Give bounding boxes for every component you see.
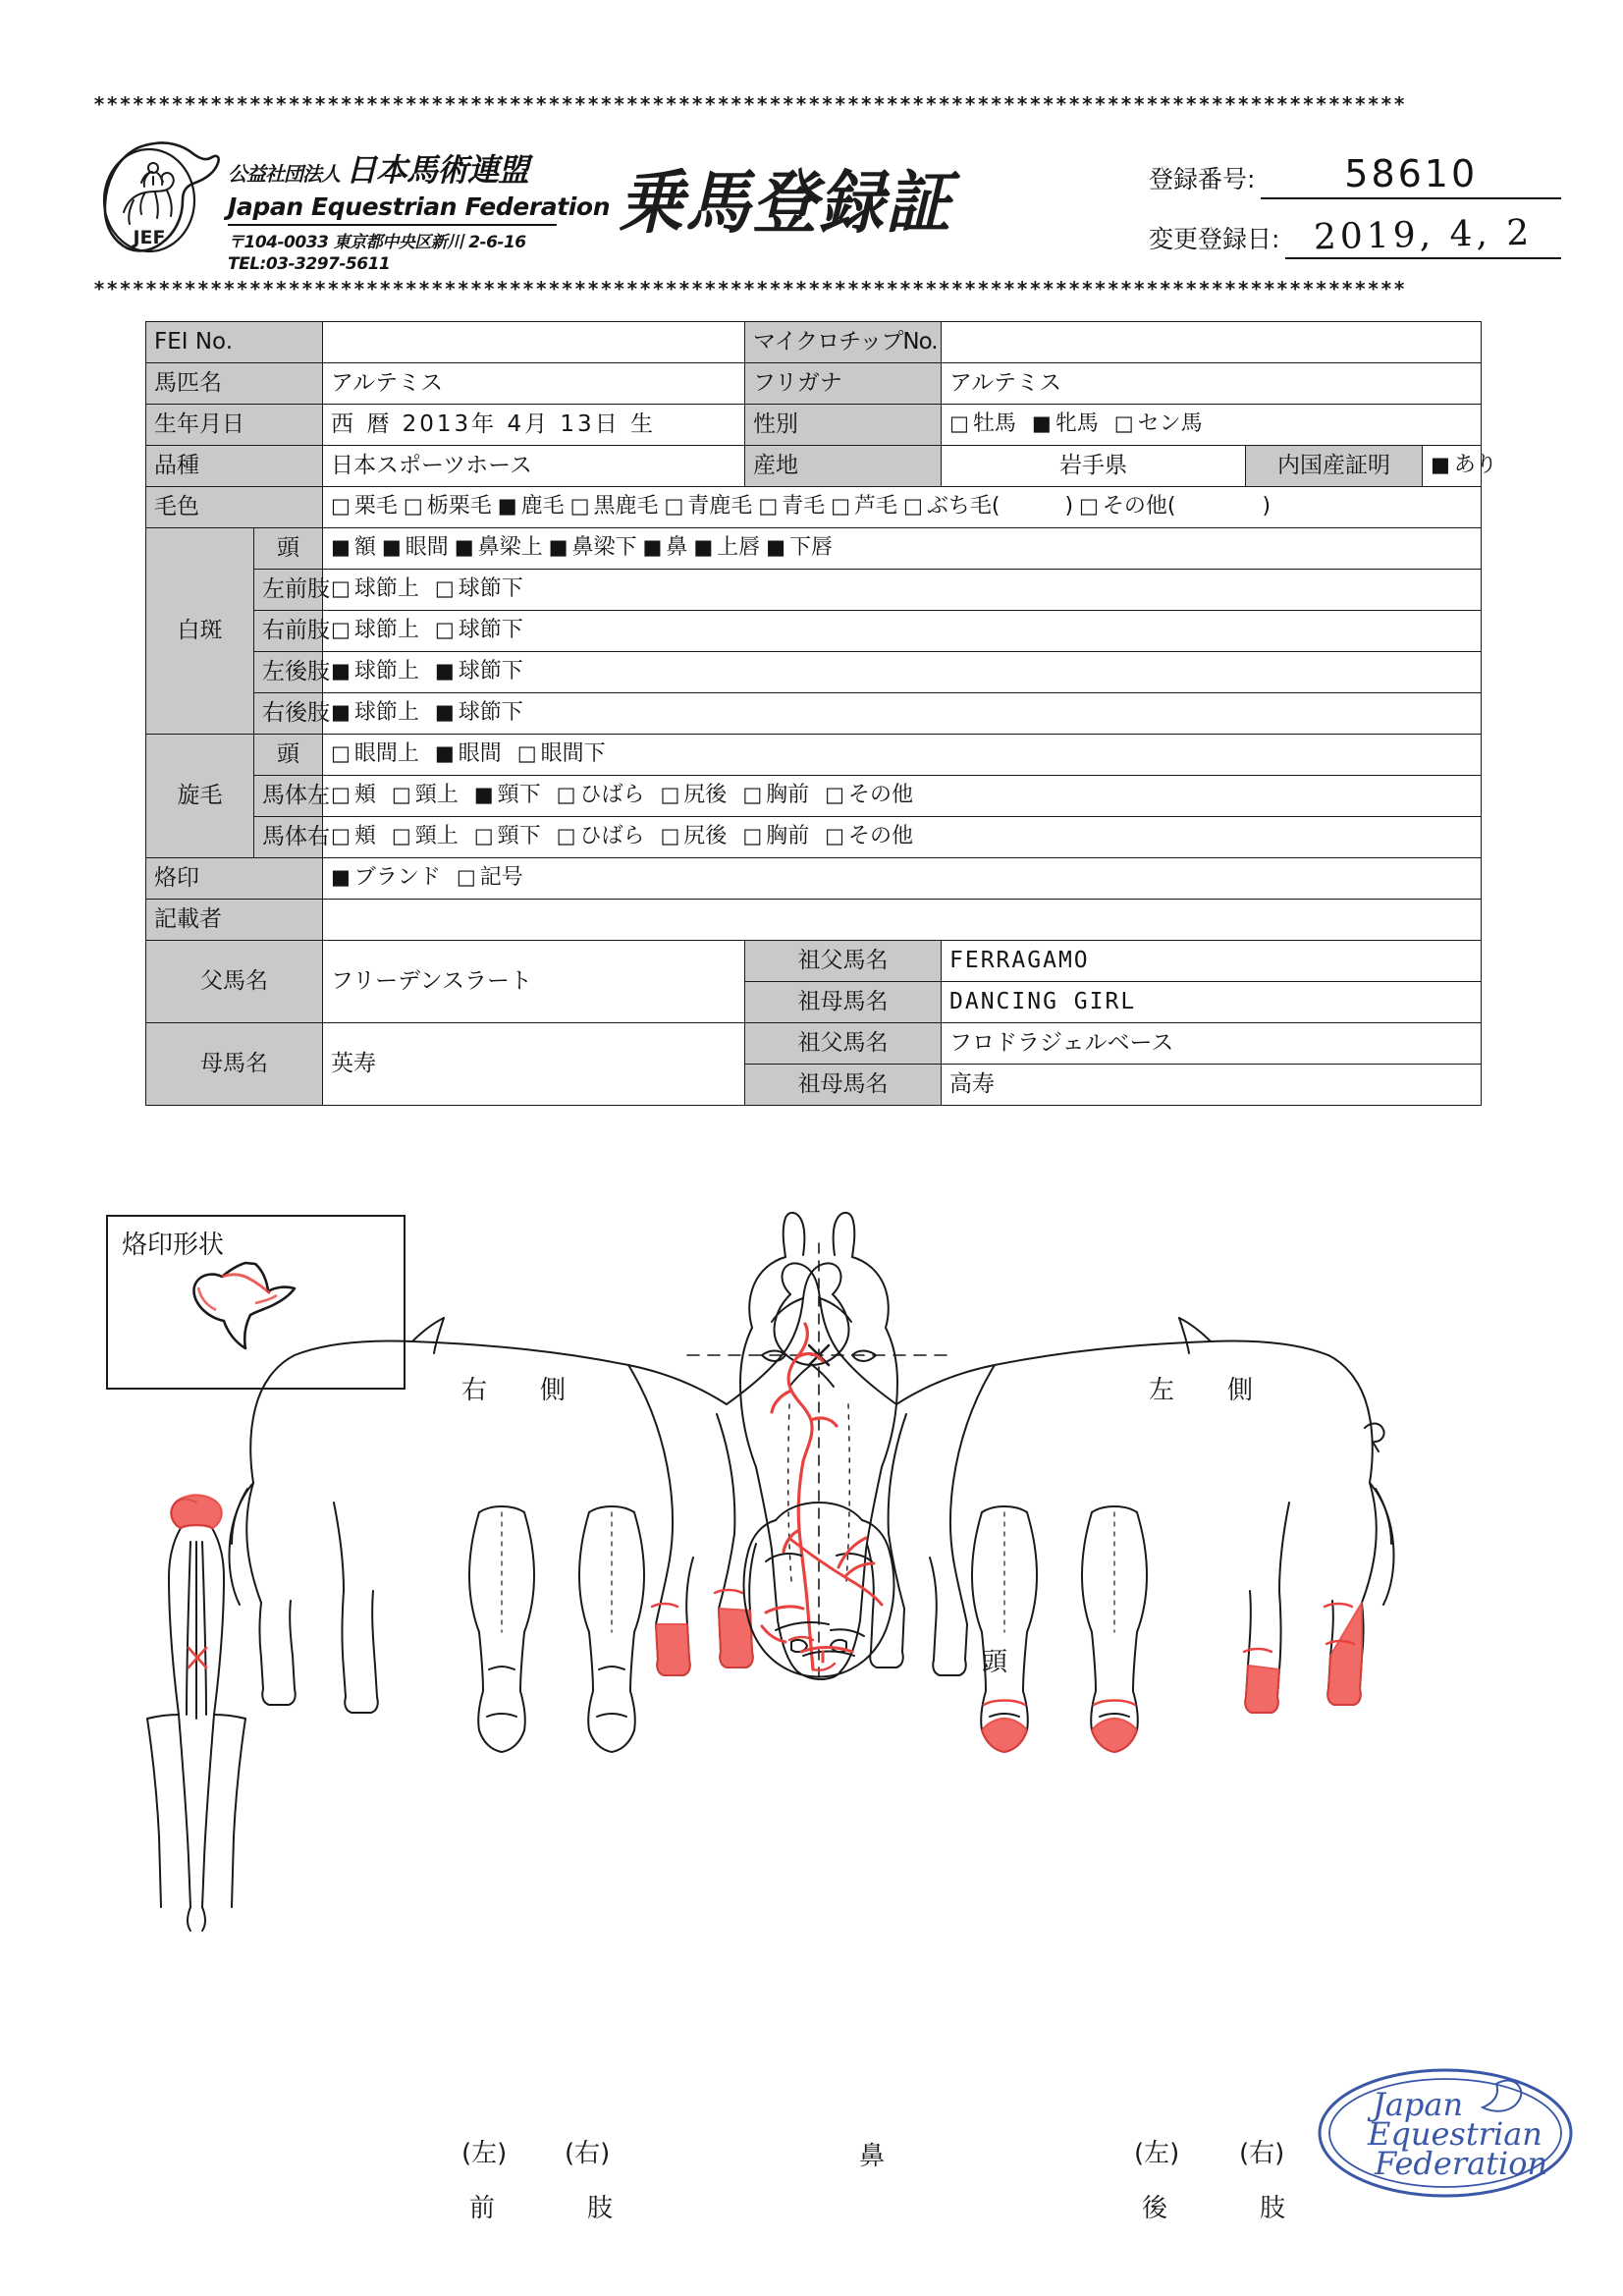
swirl-options-1 [323, 776, 1482, 817]
sire-grandsire-value[interactable]: FERRAGAMO [942, 941, 1482, 982]
swirl-2-option-3[interactable] [557, 825, 645, 849]
org-divider [228, 224, 557, 226]
checked-checkbox-icon[interactable]: ■ [693, 535, 714, 560]
unchecked-checkbox-icon[interactable]: □ [831, 494, 851, 519]
checked-checkbox-icon[interactable]: ■ [331, 659, 351, 683]
domestic-cert-label: 内国産証明 [1246, 446, 1423, 487]
swirl-2-option-4-label: 尻後 [683, 824, 728, 849]
table-row-white-rh [146, 693, 1482, 735]
recorder-value[interactable] [323, 900, 1482, 941]
org-name-en: Japan Equestrian Federation [228, 192, 611, 221]
org-telephone: TEL:03-3297-5611 [228, 254, 391, 274]
dam-label: 母馬名 [146, 1023, 323, 1106]
white-marking-4-option-0-label: 球節上 [353, 700, 419, 726]
swirl-2-option-1[interactable] [392, 825, 459, 849]
white-marking-0-option-5-label: 上唇 [717, 535, 761, 561]
table-row-breed-origin [146, 446, 1482, 487]
white-marking-0-option-4-label: 鼻 [666, 535, 688, 561]
unchecked-checkbox-icon[interactable]: □ [434, 576, 455, 601]
dam-value[interactable]: 英寿 [323, 1023, 745, 1106]
white-region-2: 右前肢 [254, 611, 323, 652]
domestic-cert-option-0[interactable] [1431, 454, 1497, 478]
unchecked-checkbox-icon[interactable]: □ [331, 494, 351, 519]
hind-left-label: (左) [1134, 2139, 1180, 2168]
table-row-dam-grandsire [146, 1023, 1482, 1065]
swirl-1-option-0[interactable] [331, 784, 376, 808]
brand-shape-label: 烙印形状 [122, 1230, 225, 1260]
swirl-options-2 [323, 817, 1482, 858]
unchecked-checkbox-icon[interactable]: □ [825, 824, 845, 848]
unchecked-checkbox-icon[interactable]: □ [391, 783, 411, 807]
white-marking-0-option-1[interactable] [382, 536, 449, 561]
swirl-0-option-2-label: 眼間下 [540, 741, 606, 767]
brand-label: 烙印 [146, 858, 323, 900]
checked-checkbox-icon[interactable]: ■ [331, 700, 351, 725]
coat-option-5-label: 青毛 [782, 494, 826, 519]
white-marking-0-option-6[interactable] [766, 536, 833, 561]
table-row-brand [146, 858, 1482, 900]
unchecked-checkbox-icon[interactable]: □ [556, 783, 576, 807]
unchecked-checkbox-icon[interactable]: □ [742, 783, 763, 807]
swirl-1-option-3-label: ひばら [579, 783, 645, 808]
white-marking-4-option-0[interactable] [331, 701, 419, 726]
swirl-0-option-1[interactable] [435, 742, 502, 767]
table-row-swirl-head [146, 735, 1482, 776]
white-options-4 [323, 693, 1482, 735]
front-right-label: (右) [565, 2139, 611, 2168]
fei-no-value[interactable] [323, 322, 745, 363]
white-region-0: 頭 [254, 528, 323, 570]
brand-option-list [331, 866, 1473, 891]
unchecked-checkbox-icon[interactable]: □ [1113, 411, 1134, 436]
white-marking-2-option-0-label: 球節上 [353, 618, 419, 643]
white-marking-0-option-0-label: 額 [353, 535, 376, 561]
seal-line-1: Japan [1373, 2086, 1464, 2123]
swirl-option-list-2 [331, 825, 1473, 849]
breed-value[interactable]: 日本スポーツホース [323, 446, 745, 487]
white-marking-1-option-1[interactable] [435, 577, 523, 602]
coat-option-4-label: 青鹿毛 [687, 494, 753, 519]
front-limb-label: 前 肢 [469, 2194, 627, 2223]
jef-logo-text: JEF [133, 227, 166, 248]
sex-option-1-label: 牝馬 [1055, 411, 1099, 437]
unchecked-checkbox-icon[interactable]: □ [949, 411, 969, 436]
swirl-1-option-2[interactable] [474, 784, 541, 808]
white-marking-2-option-1-label: 球節下 [458, 618, 523, 643]
unchecked-checkbox-icon[interactable]: □ [403, 494, 423, 519]
swirl-2-option-3-label: ひばら [579, 824, 645, 849]
table-row-dob-sex [146, 405, 1482, 446]
registration-number-value: 58610 [1344, 152, 1479, 195]
brand-option-0-label: ブランド [353, 865, 441, 891]
checked-checkbox-icon[interactable]: ■ [1431, 453, 1450, 477]
coat-option-6[interactable] [831, 495, 897, 519]
recorder-label: 記載者 [146, 900, 323, 941]
white-option-list-0 [331, 536, 1473, 561]
checked-checkbox-icon[interactable]: ■ [1031, 411, 1052, 436]
white-option-list-4 [331, 701, 1473, 726]
sex-option-0-label: 牡馬 [972, 411, 1016, 437]
unchecked-checkbox-icon[interactable]: □ [331, 576, 351, 601]
left-side-label: 左 側 [1149, 1376, 1268, 1405]
swirl-2-option-5-label: 胸前 [766, 824, 810, 849]
seal-line-2: Equestrian [1368, 2115, 1542, 2153]
white-marking-0-option-2[interactable] [455, 536, 543, 561]
coat-option-4[interactable] [664, 495, 752, 519]
swirl-option-list-1 [331, 784, 1473, 808]
horse-name-label: 馬匹名 [146, 363, 323, 405]
change-date-label: 変更登録日: [1149, 225, 1280, 253]
white-markings-label: 白斑 [146, 528, 254, 735]
domestic-cert-value[interactable] [1423, 446, 1497, 487]
white-marking-0-option-2-label: 鼻梁上 [477, 535, 543, 561]
coat-option-0-label: 栗毛 [353, 494, 398, 519]
white-option-list-3 [331, 660, 1473, 684]
brand-options [323, 858, 1482, 900]
swirl-2-option-5[interactable] [742, 825, 809, 849]
swirl-label: 旋毛 [146, 735, 254, 858]
coat-option-1[interactable] [404, 495, 492, 519]
hind-limb-label: 後 肢 [1142, 2194, 1300, 2223]
domestic-cert-option-0-label: あり [1453, 453, 1497, 478]
unchecked-checkbox-icon[interactable]: □ [556, 824, 576, 848]
horse-diagram [0, 1208, 1623, 2190]
dob-value[interactable]: 西 暦 2013年 4月 13日 生 [323, 405, 745, 446]
white-region-3: 左後肢 [254, 652, 323, 693]
white-marking-0-option-0[interactable] [331, 536, 376, 561]
swirl-2-option-0[interactable] [331, 825, 376, 849]
sire-granddam-label: 祖母馬名 [745, 982, 942, 1023]
checked-checkbox-icon[interactable]: ■ [331, 865, 351, 890]
coat-option-3[interactable] [570, 495, 659, 519]
registration-number-label: 登録番号: [1149, 165, 1256, 193]
microchip-label: マイクロチップNo. [745, 322, 942, 363]
swirl-region-1: 馬体左 [254, 776, 323, 817]
horse-diagram-svg [0, 1208, 1623, 2190]
coat-option-3-label: 黒鹿毛 [593, 494, 659, 519]
swirl-1-option-3[interactable] [557, 784, 645, 808]
document-title: 乗馬登録証 [619, 162, 952, 244]
white-marking-0-option-1-label: 眼間 [405, 535, 449, 561]
white-option-list-2 [331, 619, 1473, 643]
coat-option-2[interactable] [498, 495, 565, 519]
brand-option-0[interactable] [331, 866, 441, 891]
unchecked-checkbox-icon[interactable]: □ [758, 494, 779, 519]
sex-option-0[interactable] [949, 412, 1016, 437]
unchecked-checkbox-icon[interactable]: □ [660, 824, 680, 848]
sire-value[interactable]: フリーデンスラート [323, 941, 745, 1023]
checked-checkbox-icon[interactable]: ■ [331, 535, 351, 560]
swirl-1-option-4-label: 尻後 [683, 783, 728, 808]
table-row-recorder [146, 900, 1482, 941]
checked-checkbox-icon[interactable]: ■ [548, 535, 568, 560]
dam-granddam-value[interactable]: 高寿 [942, 1065, 1482, 1106]
front-left-label: (左) [461, 2139, 508, 2168]
coat-option-7-label: ぶち毛( ) [926, 494, 1074, 519]
unchecked-checkbox-icon[interactable]: □ [331, 741, 351, 766]
white-marking-0-option-6-label: 下唇 [789, 535, 834, 561]
checked-checkbox-icon[interactable]: ■ [642, 535, 663, 560]
swirl-1-option-4[interactable] [660, 784, 727, 808]
swirl-1-option-1-label: 頸上 [414, 783, 459, 808]
swirl-1-option-5-label: 胸前 [766, 783, 810, 808]
swirl-1-option-0-label: 頬 [353, 783, 376, 808]
origin-value[interactable]: 岩手県 [942, 446, 1246, 487]
brand-option-1[interactable] [457, 866, 523, 891]
unchecked-checkbox-icon[interactable]: □ [742, 824, 763, 848]
nose-label: 鼻 [859, 2142, 886, 2171]
swirl-option-list-0 [331, 742, 1473, 767]
coat-option-5[interactable] [758, 495, 825, 519]
coat-option-8-label: その他( ) [1102, 494, 1271, 519]
dob-label: 生年月日 [146, 405, 323, 446]
dam-granddam-label: 祖母馬名 [745, 1065, 942, 1106]
white-marking-3-option-1[interactable] [435, 660, 523, 684]
white-option-list-1 [331, 577, 1473, 602]
white-region-4: 右後肢 [254, 693, 323, 735]
furigana-label: フリガナ [745, 363, 942, 405]
swirl-region-0: 頭 [254, 735, 323, 776]
checked-checkbox-icon[interactable]: ■ [434, 659, 455, 683]
swirl-2-option-1-label: 頸上 [414, 824, 459, 849]
unchecked-checkbox-icon[interactable]: □ [434, 618, 455, 642]
swirl-region-2: 馬体右 [254, 817, 323, 858]
change-date-value: 2019, 4, 2 [1313, 212, 1534, 258]
registration-block [1149, 152, 1561, 265]
org-name-jp: 日本馬術連盟 [346, 151, 529, 189]
swirl-2-option-6[interactable] [825, 825, 913, 849]
table-row-swirl-left [146, 776, 1482, 817]
white-options-1 [323, 570, 1482, 611]
table-row-white-lf [146, 570, 1482, 611]
swirl-0-option-2[interactable] [517, 742, 606, 767]
table-row-swirl-right [146, 817, 1482, 858]
coat-option-0[interactable] [331, 495, 398, 519]
swirl-2-option-0-label: 頬 [353, 824, 376, 849]
white-options-3 [323, 652, 1482, 693]
swirl-options-0 [323, 735, 1482, 776]
organization-block [228, 145, 611, 274]
unchecked-checkbox-icon[interactable]: □ [825, 783, 845, 807]
hind-right-label: (右) [1239, 2139, 1285, 2168]
sex-option-2-label: セン馬 [1137, 411, 1203, 437]
unchecked-checkbox-icon[interactable]: □ [1079, 494, 1099, 519]
unchecked-checkbox-icon[interactable]: □ [331, 783, 351, 807]
coat-option-list [331, 495, 1473, 519]
unchecked-checkbox-icon[interactable]: □ [660, 783, 680, 807]
table-row-sire-grandsire [146, 941, 1482, 982]
white-marking-3-option-1-label: 球節下 [458, 659, 523, 684]
change-date-field [1285, 212, 1561, 259]
unchecked-checkbox-icon[interactable]: □ [391, 824, 411, 848]
white-marking-0-option-3-label: 鼻梁下 [571, 535, 637, 561]
white-marking-0-option-4[interactable] [642, 536, 687, 561]
asterisk-rule-top: ***************************************************************************************************** [93, 93, 1407, 115]
unchecked-checkbox-icon[interactable]: □ [331, 824, 351, 848]
table-row-fei [146, 322, 1482, 363]
head-label: 頭 [982, 1648, 1008, 1677]
unchecked-checkbox-icon[interactable]: □ [664, 494, 684, 519]
swirl-2-option-2-label: 頸下 [497, 824, 541, 849]
unchecked-checkbox-icon[interactable]: □ [331, 618, 351, 642]
checked-checkbox-icon[interactable]: ■ [766, 535, 786, 560]
unchecked-checkbox-icon[interactable]: □ [456, 865, 476, 890]
swirl-2-option-6-label: その他 [848, 824, 914, 849]
jef-logo [98, 139, 224, 259]
coat-option-6-label: 芦毛 [854, 494, 898, 519]
checked-checkbox-icon[interactable]: ■ [454, 535, 474, 560]
swirl-1-option-1[interactable] [392, 784, 459, 808]
white-options-2 [323, 611, 1482, 652]
swirl-1-option-6-label: その他 [848, 783, 914, 808]
unchecked-checkbox-icon[interactable]: □ [569, 494, 590, 519]
swirl-1-option-2-label: 頸下 [497, 783, 541, 808]
table-row-horse-name [146, 363, 1482, 405]
sire-grandsire-label: 祖父馬名 [745, 941, 942, 982]
checked-checkbox-icon[interactable]: ■ [473, 783, 494, 807]
fei-no-label: FEI No. [146, 322, 323, 363]
furigana-value[interactable]: アルテミス [942, 363, 1482, 405]
brand-option-1-label: 記号 [479, 865, 523, 891]
dam-grandsire-value[interactable]: フロドラジェルベース [942, 1023, 1482, 1065]
coat-option-7[interactable] [903, 495, 1073, 519]
checked-checkbox-icon[interactable]: ■ [434, 741, 455, 766]
unchecked-checkbox-icon[interactable]: □ [903, 494, 923, 519]
registration-number-field [1261, 152, 1561, 199]
white-region-1: 左前肢 [254, 570, 323, 611]
checked-checkbox-icon[interactable]: ■ [381, 535, 402, 560]
unchecked-checkbox-icon[interactable]: □ [516, 741, 537, 766]
swirl-1-option-5[interactable] [742, 784, 809, 808]
swirl-2-option-4[interactable] [660, 825, 727, 849]
sex-option-1[interactable] [1032, 412, 1099, 437]
white-marking-2-option-1[interactable] [435, 619, 523, 643]
white-marking-1-option-0-label: 球節上 [353, 576, 419, 602]
white-marking-3-option-0-label: 球節上 [353, 659, 419, 684]
unchecked-checkbox-icon[interactable]: □ [473, 824, 494, 848]
org-address: 〒104-0033 東京都中央区新川 2-6-16 [228, 233, 526, 252]
coat-option-8[interactable] [1079, 495, 1271, 519]
microchip-value[interactable] [942, 322, 1482, 363]
asterisk-rule-bottom: ***************************************************************************************************** [93, 278, 1407, 300]
right-side-label: 右 側 [461, 1376, 580, 1405]
coat-label: 毛色 [146, 487, 323, 528]
swirl-0-option-1-label: 眼間 [458, 741, 502, 767]
swirl-2-option-2[interactable] [474, 825, 541, 849]
table-row-white-head [146, 528, 1482, 570]
sex-label: 性別 [745, 405, 942, 446]
swirl-0-option-0-label: 眼間上 [353, 741, 419, 767]
white-marking-1-option-0[interactable] [331, 577, 419, 602]
horse-name-value[interactable]: アルテミス [323, 363, 745, 405]
dam-grandsire-label: 祖父馬名 [745, 1023, 942, 1065]
sire-label: 父馬名 [146, 941, 323, 1023]
sex-option-2[interactable] [1114, 412, 1203, 437]
white-options-0 [323, 528, 1482, 570]
horse-details-table [145, 321, 1497, 1106]
coat-option-2-label: 鹿毛 [520, 494, 565, 519]
white-marking-2-option-0[interactable] [331, 619, 419, 643]
table-row-white-lh [146, 652, 1482, 693]
seal-line-3: Federation [1375, 2145, 1548, 2182]
table-row-white-rf [146, 611, 1482, 652]
white-marking-0-option-5[interactable] [693, 536, 760, 561]
white-marking-0-option-3[interactable] [549, 536, 637, 561]
swirl-1-option-6[interactable] [825, 784, 913, 808]
table-row-coat [146, 487, 1482, 528]
white-marking-1-option-1-label: 球節下 [458, 576, 523, 602]
checked-checkbox-icon[interactable]: ■ [497, 494, 517, 519]
org-prefix: 公益社団法人 [228, 162, 340, 186]
white-marking-3-option-0[interactable] [331, 660, 419, 684]
jef-seal-stamp [1314, 2060, 1577, 2206]
checked-checkbox-icon[interactable]: ■ [434, 700, 455, 725]
swirl-0-option-0[interactable] [331, 742, 419, 767]
coat-option-1-label: 栃栗毛 [426, 494, 492, 519]
origin-label: 産地 [745, 446, 942, 487]
sex-options [942, 405, 1482, 446]
coat-options [323, 487, 1482, 528]
sire-granddam-value[interactable]: DANCING GIRL [942, 982, 1482, 1023]
sex-option-list [949, 412, 1473, 437]
domestic-cert-checkbox[interactable] [1431, 453, 1497, 478]
breed-label: 品種 [146, 446, 323, 487]
white-marking-4-option-1-label: 球節下 [458, 700, 523, 726]
white-marking-4-option-1[interactable] [435, 701, 523, 726]
